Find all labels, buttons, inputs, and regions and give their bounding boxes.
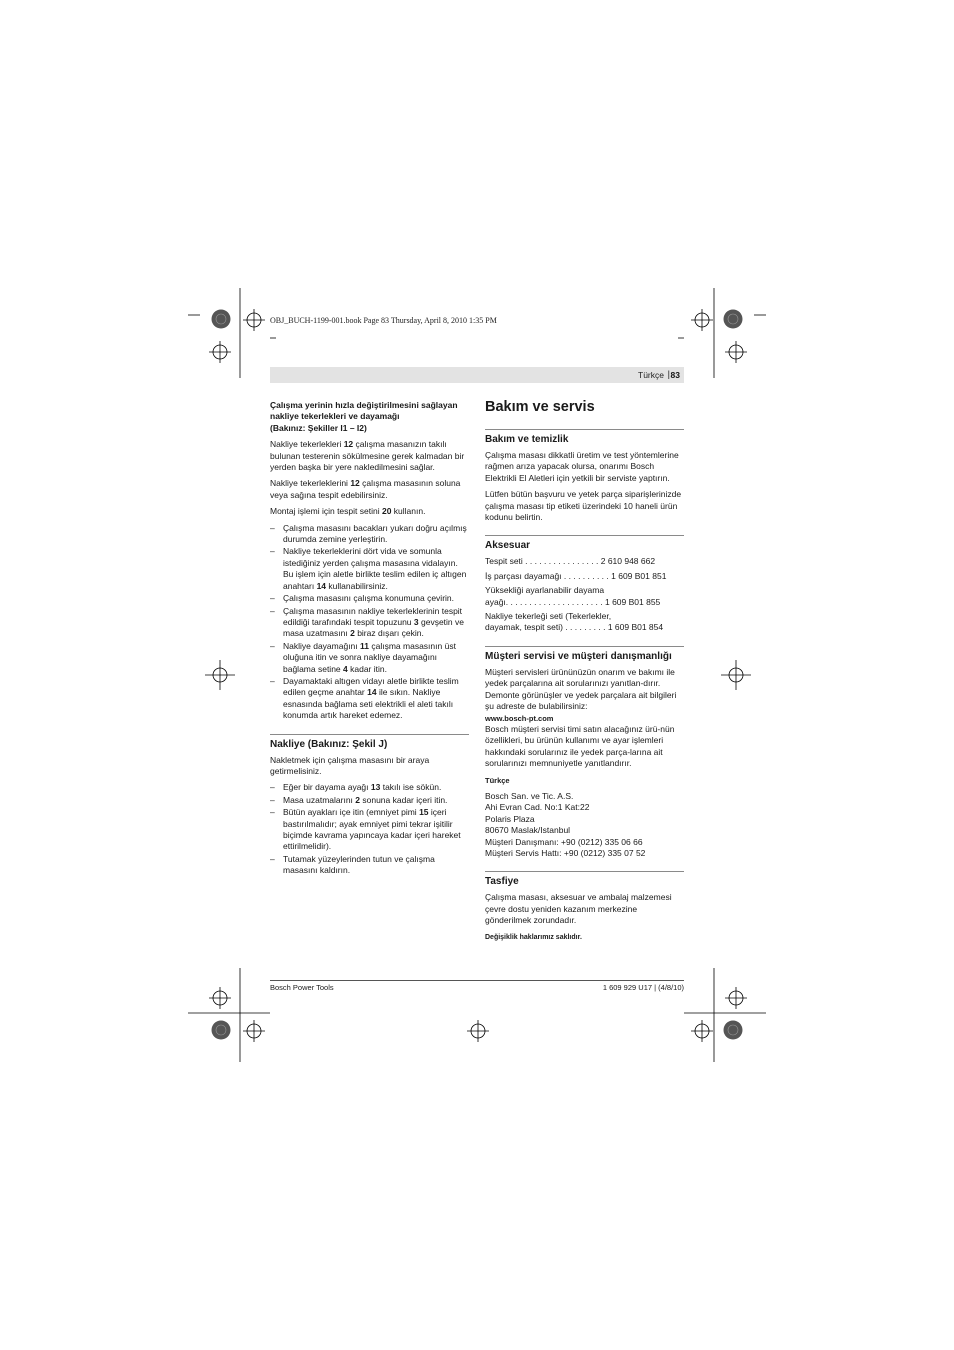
accessory-row: dayamak, tespit seti) . . . . . . . . . 1 609 B01 854	[485, 622, 664, 633]
list-item	[270, 606, 469, 640]
paragraph: Nakletmek için çalışma masasını bir araya getirmelisiniz.	[270, 754, 430, 776]
address-line: Müşteri Servis Hattı: +90 (0212) 335 07 52	[485, 847, 646, 858]
text: takılı ise sökün.	[380, 782, 442, 793]
ref-number: 14	[367, 687, 377, 698]
list-item: – Çalışma masasını çalışma konumuna çevirin.	[270, 593, 469, 604]
page-title: Bakım ve servis	[485, 399, 595, 415]
text: sonuna kadar içeri itin.	[360, 794, 448, 805]
text: Bu işlem için aletle birlikte teslim edilen iç altıgen anahtarı	[283, 569, 467, 591]
paragraph: Çalışma masası dikkatli üretim ve test yöntemlerine rağmen arıza yapacak olursa, onarımı Bosch Elektrikli El Aletleri için yetkili bir serviste yaptırın.	[485, 450, 679, 483]
address-block	[485, 791, 684, 859]
paragraph	[270, 439, 469, 473]
list-item	[270, 782, 469, 793]
header-separator: |	[667, 369, 670, 379]
ref-number: 14	[316, 580, 327, 591]
right-column	[485, 398, 684, 948]
section-title: Nakliye (Bakınız: Şekil J)	[270, 738, 388, 750]
list-item: – Tutamak yüzeylerinden tutun ve çalışma masasını kaldırın.	[270, 854, 469, 877]
ref-number: 13	[370, 782, 381, 793]
text: çalışma masasının soluna veya sağına tespit edebilirsiniz.	[270, 478, 461, 500]
section-title: Bakım ve temizlik	[485, 434, 569, 445]
address-line: Bosch San. ve Tic. A.S.	[485, 790, 574, 801]
text: kadar itin.	[347, 663, 387, 674]
footer-doc-code: 1 609 929 U17 | (4/8/10)	[602, 983, 684, 992]
accessory-row: Tespit seti . . . . . . . . . . . . . . . . 2 610 948 662	[485, 556, 656, 567]
text: gevşetin ve masa uzatmasını	[283, 616, 465, 639]
text: Nakliye dayamağını	[283, 640, 361, 651]
country-label: Türkçe	[485, 775, 510, 785]
text: Bütün ayakları içe itin (emniyet pimi	[283, 807, 420, 818]
address-line: Müşteri Danışmanı: +90 (0212) 335 06 66	[485, 836, 643, 847]
ref-number: 12	[350, 478, 360, 489]
address-line: 80670 Maslak/Istanbul	[485, 825, 571, 836]
header-language: Türkçe	[638, 370, 664, 380]
section-divider	[485, 535, 684, 552]
ref-number: 2	[355, 794, 361, 805]
list-item	[270, 807, 469, 853]
section-divider	[485, 646, 684, 663]
section-title: Aksesuar	[485, 540, 531, 552]
rights-note: Değişiklik haklarımız saklıdır.	[485, 933, 582, 941]
paragraph: Bosch müşteri servisi timi satın alacağınız ürü-nün özellikleri, bu ürünün kullanımı ve ayar işlemleri hakkındaki sorularınız ile yedek parça-larına ait sorularınızı memnuniyetle yanıtlandırır.	[485, 723, 675, 769]
text: kullanın.	[391, 506, 426, 517]
ref-number: 4	[343, 663, 348, 674]
instruction-list	[270, 523, 469, 722]
paragraph: Lütfen bütün başvuru ve yetek parça siparişlerinizde çalışma masası tip etiketi üzerindeki 10 haneli ürün kodunu belirtin.	[485, 489, 682, 523]
text: çalışma masanızın takılı bulunan testerenin sökülmesine gerek kalmadan bir yerden başka bir yere nakledilmesini sağlar.	[270, 439, 465, 473]
section-divider	[270, 734, 469, 751]
section-heading-line: nakliye tekerlekleri ve dayamağı	[270, 411, 400, 422]
list-item	[270, 676, 469, 722]
list-item-note	[283, 569, 469, 592]
section-title: Tasfiye	[485, 876, 519, 888]
ref-number: 11	[360, 640, 370, 651]
list-item	[270, 641, 469, 675]
text: Nakliye tekerlekleri	[270, 439, 344, 450]
ref-number: 20	[381, 506, 392, 517]
footer-divider	[270, 980, 684, 981]
page-header	[270, 367, 684, 383]
text: çalışma masasının üst oluğuna itin ve sonra nakliye dayamağını bağlama setine	[283, 640, 456, 674]
footer-brand: Bosch Power Tools	[270, 983, 334, 992]
accessory-row: İş parçası dayamağı . . . . . . . . . . 1 609 B01 851	[485, 570, 667, 581]
text: Eğer bir dayama ayağı	[283, 782, 371, 793]
page-number: 83	[670, 370, 680, 380]
list-item	[270, 795, 469, 806]
accessory-row: Nakliye tekerleği seti (Tekerlekler,	[485, 611, 612, 622]
website-link[interactable]: www.bosch-pt.com	[485, 713, 554, 723]
text: Masa uzatmalarını	[283, 794, 356, 805]
accessory-row: Yüksekliği ayarlanabilir dayama	[485, 585, 605, 596]
section-heading-ref: (Bakınız: Şekiller I1 – I2)	[270, 422, 367, 433]
text: Nakliye tekerleklerini dört vida ve somunla istediğiniz yerden çalışma masasına vidalayın.	[283, 546, 458, 568]
text: içeri bastırılmalıdır; ayak emniyet pimi tekrar işitilir biçimde kavrama yapıncaya kadar içeri hareket ettirilmelidir).	[283, 807, 461, 852]
section-divider	[485, 429, 684, 446]
ref-number: 3	[413, 616, 419, 627]
section-heading-line: Çalışma yerinin hızla değiştirilmesini sağlayan	[270, 400, 458, 410]
list-item	[270, 546, 469, 592]
paragraph	[270, 478, 469, 501]
list-item: – Çalışma masasını bacakları yukarı doğru açılmış durumda zemine yerleştirin.	[270, 523, 469, 546]
accessory-row: ayağı. . . . . . . . . . . . . . . . . . . . . 1 609 B01 855	[485, 596, 661, 607]
paragraph	[270, 506, 469, 517]
address-line: Polaris Plaza	[485, 813, 535, 824]
instruction-list	[270, 782, 469, 876]
text: kullanabilirsiniz.	[326, 580, 388, 591]
address-line: Ahi Evran Cad. No:1 Kat:22	[485, 802, 590, 813]
text: ile sıkın. Nakliye esnasında bağlama seti elektrikli el aleti takılı konumda artık hareket edemez.	[283, 687, 454, 721]
paragraph: Çalışma masası, aksesuar ve ambalaj malzemesi çevre dostu yeniden kazanım merkezine gönderilmek zorundadır.	[485, 892, 672, 926]
section-title: Müşteri servisi ve müşteri danışmanlığı	[485, 650, 672, 662]
text: Nakliye tekerleklerini	[270, 478, 351, 489]
print-info: OBJ_BUCH-1199-001.book Page 83 Thursday, April 8, 2010 1:35 PM	[270, 316, 497, 325]
left-column	[270, 400, 469, 882]
text: Montaj işlemi için tespit setini	[270, 506, 382, 517]
text: biraz dışarı çekin.	[354, 628, 424, 639]
ref-number: 12	[343, 439, 354, 450]
paragraph: Müşteri servisleri ürününüzün onarım ve bakımı ile yedek parçalarına ait sorularınızı yanıtlan-dırır. Demonte görünüşler ve yedek parçalara ait bilgileri şu adreste de bulabilirsiniz:	[485, 666, 677, 712]
text: Çalışma masasının nakliye tekerleklerinin tespit edildiği tarafındaki tespit topuzunu	[283, 605, 463, 627]
text: Dayamaktaki altıgen vidayı aletle birlikte teslim edilen geçme anahtar	[283, 675, 459, 698]
ref-number: 2	[350, 628, 355, 639]
ref-number: 15	[419, 807, 429, 818]
section-divider	[485, 871, 684, 888]
